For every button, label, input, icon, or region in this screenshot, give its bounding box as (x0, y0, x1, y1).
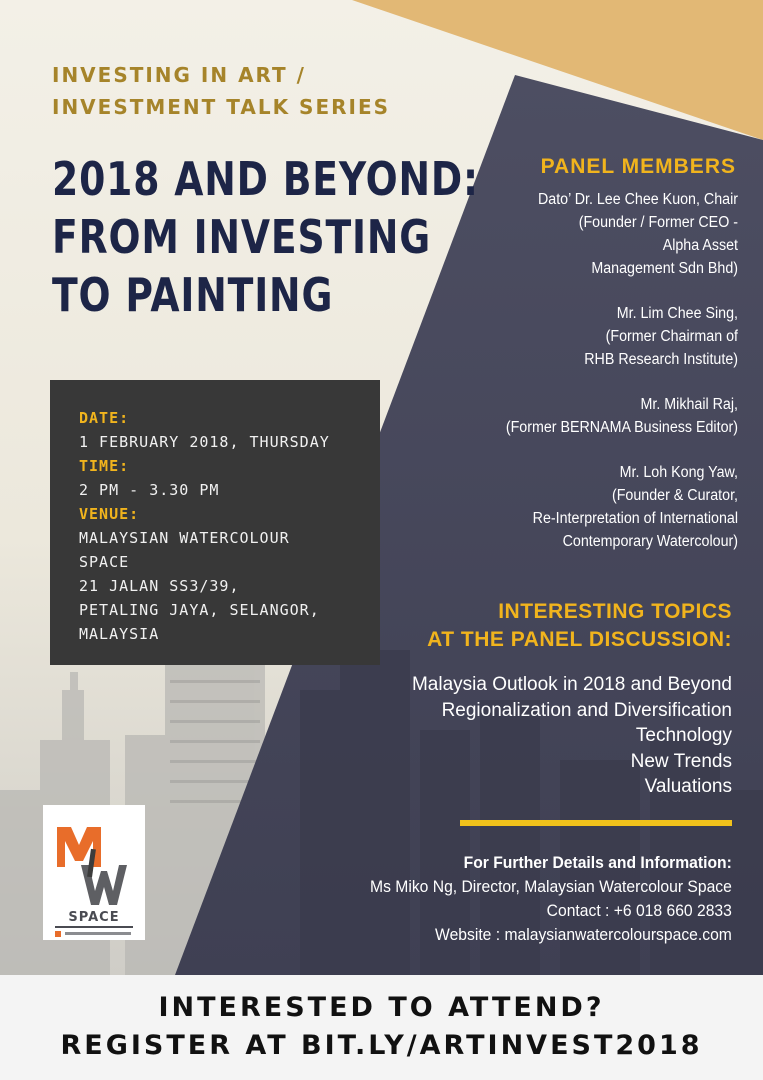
topic-item: Technology (635, 725, 732, 746)
member-line: Management Sdn Bhd) (591, 260, 738, 277)
topics-heading-line-2: AT THE PANEL DISCUSSION: (427, 628, 732, 651)
cta-line-1: INTERESTED TO ATTEND? (158, 992, 605, 1023)
panel-member (444, 302, 738, 371)
date-value: 1 FEBRUARY 2018, THURSDAY (79, 433, 330, 451)
member-line: Re-Interpretation of International (532, 510, 738, 527)
member-line: (Founder / Former CEO - (578, 214, 738, 231)
venue-label: VENUE: (79, 505, 140, 523)
venue-line: MALAYSIAN WATERCOLOUR (79, 529, 290, 547)
series-title (52, 59, 390, 123)
member-line: Contemporary Watercolour) (562, 533, 738, 550)
member-line: Dato’ Dr. Lee Chee Kuon, Chair (537, 191, 738, 208)
date-label: DATE: (79, 409, 130, 427)
divider-rule (460, 820, 732, 826)
mw-space-logo (43, 805, 145, 940)
member-line: Mr. Mikhail Raj, (640, 396, 738, 413)
topic-item: Malaysia Outlook in 2018 and Beyond (411, 674, 732, 695)
panel-member (444, 461, 738, 553)
venue-line: MALAYSIA (79, 625, 160, 643)
time-value: 2 PM - 3.30 PM (79, 481, 220, 499)
title-line-2: FROM INVESTING (52, 210, 432, 264)
contact-info (370, 851, 732, 947)
mw-logo-icon (43, 805, 145, 940)
topics-heading-line-1: INTERESTING TOPICS (498, 600, 732, 623)
panel-members-list (444, 188, 738, 575)
venue-line: SPACE (79, 553, 130, 571)
contact-phone[interactable]: Contact : +6 018 660 2833 (546, 902, 732, 920)
title-line-3: TO PAINTING (52, 268, 334, 322)
member-line: Mr. Loh Kong Yaw, (619, 464, 738, 481)
topic-item: Regionalization and Diversification (441, 699, 732, 721)
member-line: (Founder & Curator, (611, 487, 738, 504)
venue-line: PETALING JAYA, SELANGOR, (79, 601, 320, 619)
panel-member (444, 393, 738, 439)
contact-heading: For Further Details and Information: (463, 854, 732, 872)
venue-line: 21 JALAN SS3/39, (79, 577, 240, 595)
series-line-1: INVESTING IN ART / (52, 63, 306, 87)
member-line: RHB Research Institute) (584, 351, 738, 368)
title-line-1: 2018 AND BEYOND: (52, 152, 479, 206)
registration-cta (0, 989, 763, 1065)
member-line: Alpha Asset (662, 237, 738, 254)
panel-member (444, 188, 738, 280)
cta-line-2[interactable]: REGISTER AT BIT.LY/ARTINVEST2018 (60, 1030, 703, 1061)
topic-item: New Trends (630, 750, 732, 772)
member-line: (Former BERNAMA Business Editor) (505, 419, 738, 436)
contact-person: Ms Miko Ng, Director, Malaysian Watercolour Space (370, 878, 732, 896)
topic-item: Valuations (644, 776, 732, 797)
topics-heading (427, 598, 732, 654)
topics-list (412, 672, 732, 800)
member-line: (Former Chairman of (605, 328, 738, 345)
series-line-2: INVESTMENT TALK SERIES (52, 95, 391, 119)
panel-members-heading: PANEL MEMBERS (540, 155, 736, 178)
contact-website[interactable]: Website : malaysianwatercolourspace.com (435, 926, 732, 944)
time-label: TIME: (79, 457, 130, 475)
svg-text:SPACE: SPACE (68, 910, 120, 925)
event-details (79, 406, 330, 646)
main-title (52, 150, 479, 324)
member-line: Mr. Lim Chee Sing, (616, 305, 738, 322)
